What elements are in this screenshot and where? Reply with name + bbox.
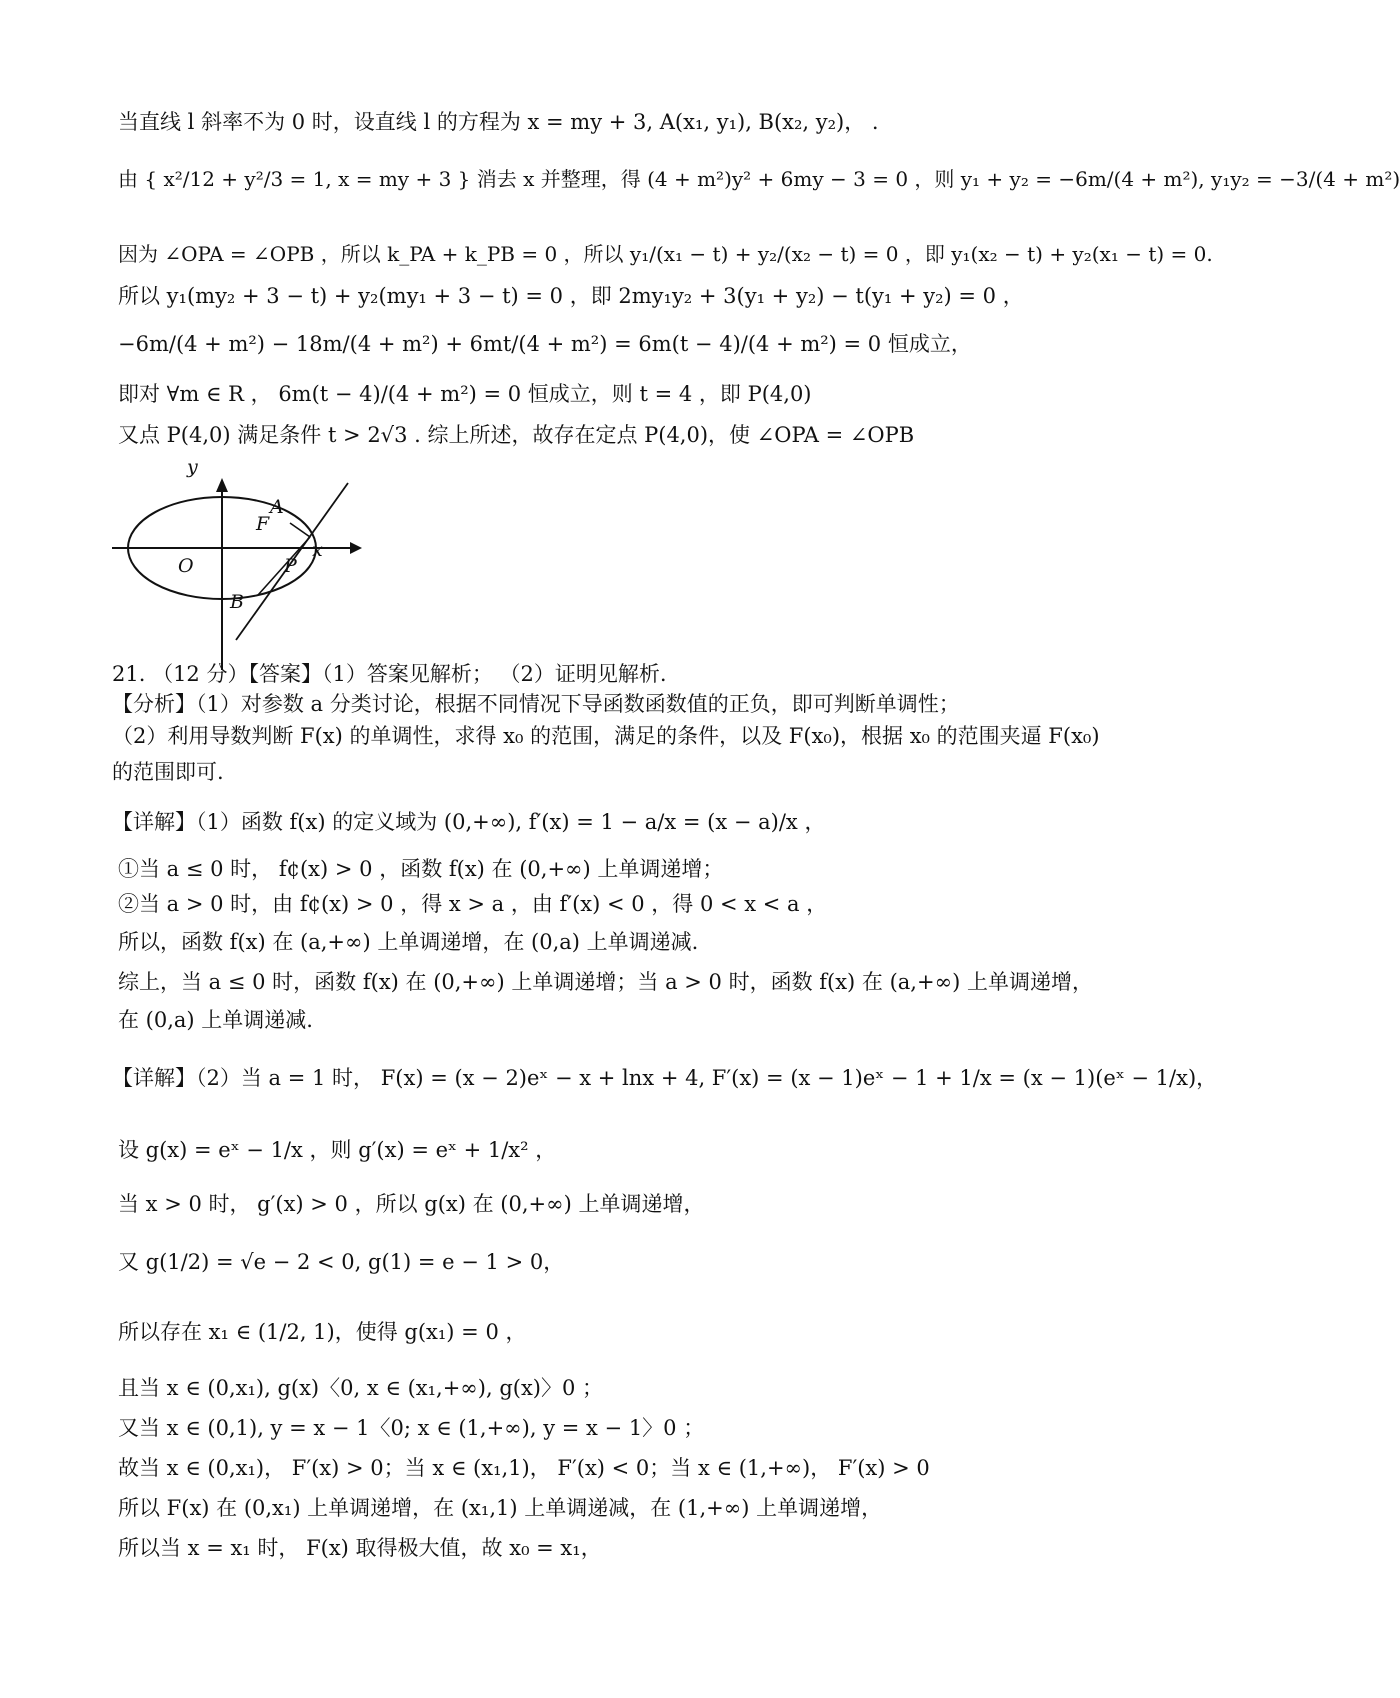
- text-line-11: 的范围即可.: [112, 760, 224, 784]
- text-line-18: 【详解】（2）当 a = 1 时， F(x) = (x − 2)eˣ − x + lnx + 4, F′(x) = (x − 1)eˣ − 1 + 1/x = (x − 1)(eˣ − 1/x)，: [112, 1066, 1218, 1090]
- text-line-27: 所以当 x = x₁ 时， F(x) 取得极大值，故 x₀ = x₁，: [118, 1536, 602, 1560]
- text-line-23: 且当 x ∈ (0,x₁), g(x)〈0, x ∈ (x₁,+∞), g(x)〉0 ；: [118, 1376, 604, 1400]
- label-A: A: [270, 496, 284, 518]
- text-line-6: 即对 ∀m ∈ R ， 6m(t − 4)/(4 + m²) = 0 恒成立，则 t = 4 ，即 P(4,0): [118, 382, 812, 406]
- text-line-13: ①当 a ≤ 0 时， f¢(x) > 0 ，函数 f(x) 在 (0,+∞) 上单调递增；: [118, 857, 724, 881]
- text-line-8: 21. （12 分）【答案】（1）答案见解析； （2）证明见解析.: [112, 662, 667, 686]
- text-line-1: 当直线 l 斜率不为 0 时，设直线 l 的方程为 x = my + 3, A(x₁, y₁), B(x₂, y₂)， .: [118, 110, 879, 134]
- label-y: y: [187, 456, 198, 478]
- text-line-16: 综上，当 a ≤ 0 时，函数 f(x) 在 (0,+∞) 上单调递增；当 a > 0 时，函数 f(x) 在 (a,+∞) 上单调递增，: [118, 970, 1093, 994]
- ellipse-diagram: [112, 456, 362, 670]
- text-line-26: 所以 F(x) 在 (0,x₁) 上单调递增，在 (x₁,1) 上单调递减，在 (1,+∞) 上单调递增，: [118, 1496, 883, 1520]
- text-line-2: 由 { x²/12 + y²/3 = 1, x = my + 3 } 消去 x 并整理，得 (4 + m²)y² + 6my − 3 = 0 ，则 y₁ + y₂ = −6m/(4 + m²), y₁y₂ = −3/(4 + m²): [118, 167, 1400, 191]
- text-line-15: 所以，函数 f(x) 在 (a,+∞) 上单调递增，在 (0,a) 上单调递减.: [118, 930, 699, 954]
- text-line-9: 【分析】（1）对参数 a 分类讨论，根据不同情况下导函数函数值的正负，即可判断单调性；: [112, 692, 960, 716]
- label-B: B: [230, 591, 244, 613]
- text-line-21: 又 g(1/2) = √e − 2 < 0, g(1) = e − 1 > 0，: [118, 1250, 565, 1274]
- label-O: O: [178, 555, 194, 577]
- text-line-4: 所以 y₁(my₂ + 3 − t) + y₂(my₁ + 3 − t) = 0 ，即 2my₁y₂ + 3(y₁ + y₂) − t(y₁ + y₂) = 0 ，: [118, 284, 1024, 308]
- text-line-7: 又点 P(4,0) 满足条件 t > 2√3 . 综上所述，故存在定点 P(4,0)，使 ∠OPA = ∠OPB: [118, 423, 915, 447]
- text-line-3: 因为 ∠OPA = ∠OPB ，所以 k_PA + k_PB = 0 ，所以 y₁/(x₁ − t) + y₂/(x₂ − t) = 0 ，即 y₁(x₂ − t) + y₂(x₁ − t) = 0.: [118, 242, 1213, 266]
- text-line-22: 所以存在 x₁ ∈ (1/2, 1)，使得 g(x₁) = 0 ，: [118, 1320, 527, 1344]
- text-line-12: 【详解】（1）函数 f(x) 的定义域为 (0,+∞), f′(x) = 1 − a/x = (x − a)/x ，: [112, 810, 826, 834]
- text-line-25: 故当 x ∈ (0,x₁)， F′(x) > 0；当 x ∈ (x₁,1)， F′(x) < 0；当 x ∈ (1,+∞)， F′(x) > 0: [118, 1456, 930, 1480]
- text-line-24: 又当 x ∈ (0,1), y = x − 1〈0; x ∈ (1,+∞), y = x − 1〉0 ；: [118, 1416, 705, 1440]
- x-axis-arrow: [350, 542, 362, 554]
- text-line-20: 当 x > 0 时， g′(x) > 0 ，所以 g(x) 在 (0,+∞) 上单调递增，: [118, 1192, 705, 1216]
- text-line-10: （2）利用导数判断 F(x) 的单调性，求得 x₀ 的范围，满足的条件，以及 F(x₀)，根据 x₀ 的范围夹逼 F(x₀): [112, 724, 1100, 748]
- text-line-14: ②当 a > 0 时，由 f¢(x) > 0 ，得 x > a ，由 f′(x) < 0 ，得 0 < x < a ，: [118, 892, 828, 916]
- text-line-17: 在 (0,a) 上单调递减.: [118, 1008, 313, 1032]
- label-P: P: [284, 555, 297, 577]
- label-x: x: [312, 539, 323, 561]
- y-axis-arrow: [216, 478, 228, 492]
- label-F: F: [256, 513, 270, 535]
- text-line-19: 设 g(x) = eˣ − 1/x ，则 g′(x) = eˣ + 1/x² ，: [118, 1138, 557, 1162]
- text-line-5: −6m/(4 + m²) − 18m/(4 + m²) + 6mt/(4 + m²) = 6m(t − 4)/(4 + m²) = 0 恒成立，: [118, 332, 972, 356]
